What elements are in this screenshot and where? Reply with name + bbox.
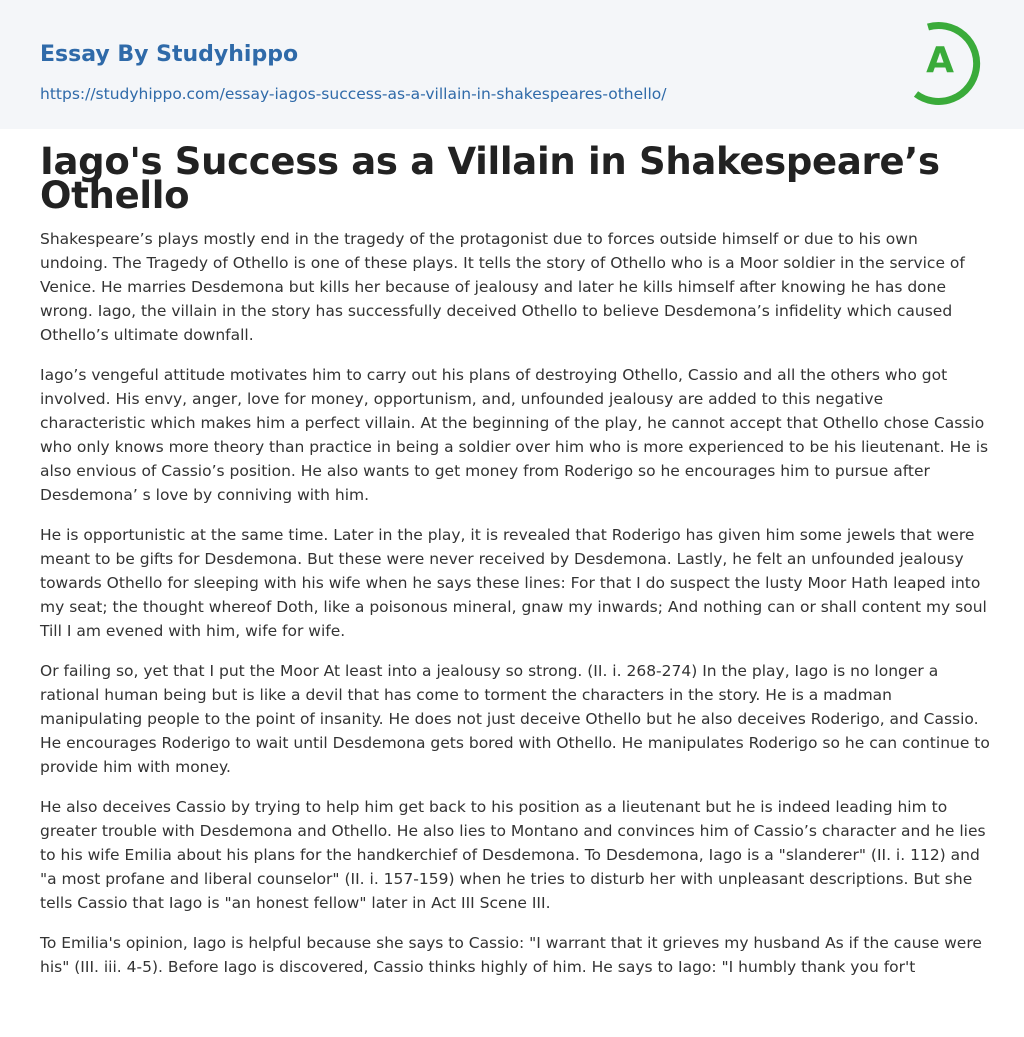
article-paragraph: He also deceives Cassio by trying to help him get back to his position as a lieutenant but he is indeed leading him to greater trouble with Desdemona and Othello. He also lies to Montano and convinces him of Cassio’s character and he lies to his wife Emilia about his plans for the handkerchief of Desdemona. To Desdemona, Iago is a "slanderer" (II. i. 112) and "a most profane and liberal counselor" (II. i. 157-159) when he tries to disturb her with unpleasant descriptions. But she tells Cassio that Iago is "an honest fellow" later in Act III Scene III. bbox=[40, 798, 986, 912]
article-paragraph: To Emilia's opinion, Iago is helpful because she says to Cassio: "I warrant that it grieves my husband As if the cause were his" (III. iii. 4-5). Before Iago is discovered, Cassio thinks highly of him. He says to Iago: "I humbly thank you for't bbox=[40, 934, 982, 976]
logo-icon[interactable] bbox=[910, 18, 988, 106]
page-url-link[interactable]: https://studyhippo.com/essay-iagos-success-as-a-villain-in-shakespeares-othello/ bbox=[40, 85, 667, 103]
site-brand[interactable]: Essay By Studyhippo bbox=[40, 42, 299, 67]
article-title: Iago's Success as a Villain in Shakespeare’s Othello bbox=[40, 140, 940, 217]
site-header bbox=[0, 0, 1024, 129]
article-paragraph: Shakespeare’s plays mostly end in the tragedy of the protagonist due to forces outside himself or due to his own undoing. The Tragedy of Othello is one of these plays. It tells the story of Othello who is a Moor soldier in the service of Venice. He marries Desdemona but kills her because of jealousy and later he kills himself after knowing he has done wrong. Iago, the villain in the story has successfully deceived Othello to believe Desdemona’s infidelity which caused Othello’s ultimate downfall. bbox=[40, 230, 965, 344]
article-paragraph: Or failing so, yet that I put the Moor At least into a jealousy so strong. (II. i. 268-274) In the play, Iago is no longer a rational human being but is like a devil that has come to torment the characters in the story. He is a madman manipulating people to the point of insanity. He does not just deceive Othello but he also deceives Roderigo, and Cassio. He encourages Roderigo to wait until Desdemona gets bored with Othello. He manipulates Roderigo so he can continue to provide him with money. bbox=[40, 662, 990, 776]
logo-letter: A bbox=[926, 40, 954, 81]
article bbox=[40, 140, 990, 995]
article-paragraph: Iago’s vengeful attitude motivates him to carry out his plans of destroying Othello, Cassio and all the others who got involved. His envy, anger, love for money, opportunism, and, unfounded jealousy are added to this negative characteristic which makes him a perfect villain. At the beginning of the play, he cannot accept that Othello chose Cassio who only knows more theory than practice in being a soldier over him who is more experienced to be his lieutenant. He is also envious of Cassio’s position. He also wants to get money from Roderigo so he encourages him to pursue after Desdemona’ s love by conniving with him. bbox=[40, 366, 989, 504]
article-paragraph: He is opportunistic at the same time. Later in the play, it is revealed that Roderigo has given him some jewels that were meant to be gifts for Desdemona. But these were never received by Desdemona. Lastly, he felt an unfounded jealousy towards Othello for sleeping with his wife when he says these lines: For that I do suspect the lusty Moor Hath leaped into my seat; the thought whereof Doth, like a poisonous mineral, gnaw my inwards; And nothing can or shall content my soul Till I am evened with him, wife for wife. bbox=[40, 526, 987, 640]
